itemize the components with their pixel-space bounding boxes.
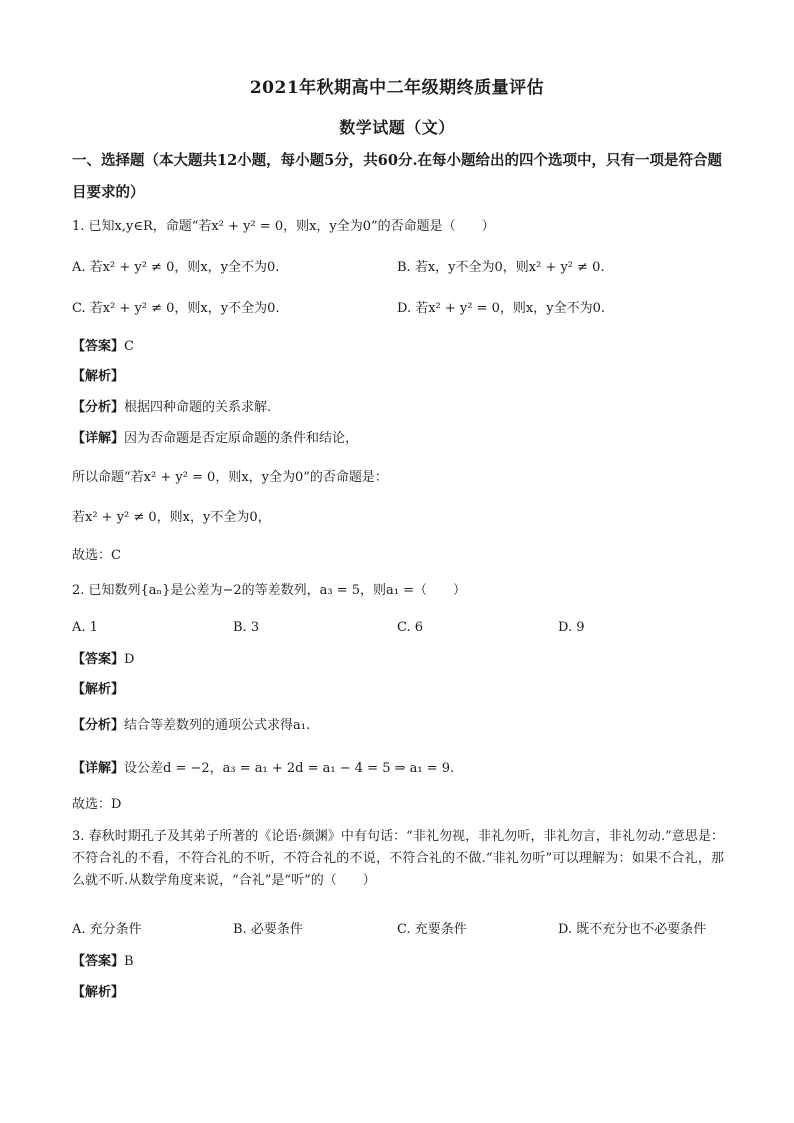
analysis-tag: 【解析】	[72, 369, 125, 384]
answer-tag: 【答案】	[72, 339, 125, 354]
q1-detail-line3: 若x² + y² ≠ 0，则x，y不全为0，	[72, 510, 271, 525]
q3-option-c: C. 充要条件	[397, 922, 467, 937]
q1-option-b: B. 若x，y不全为0，则x² + y² ≠ 0.	[397, 260, 605, 275]
analysis-tag: 【解析】	[72, 985, 125, 1000]
page-title: 2021年秋期高中二年级期终质量评估	[249, 78, 545, 98]
q3-stem: 3. 春秋时期孔子及其弟子所著的《论语·颜渊》中有句话：“非礼勿视，非礼勿听，非礼勿言，非礼勿动.”意思是：不符合礼的不看，不符合礼的不听，不符合礼的不说，不符合礼的不做.“非礼勿听”可以理解为：如果不合礼，那么就不听.从数学角度来说，“合礼”是“听”的（ ）	[72, 829, 724, 888]
q2-option-a: A. 1	[72, 620, 98, 635]
fenxi-tag: 【分析】	[72, 400, 125, 415]
q2-option-b: B. 3	[233, 620, 260, 635]
fenxi-text: 根据四种命题的关系求解.	[124, 400, 272, 415]
q1-detail-line2: 所以命题“若x² + y² = 0，则x，y全为0”的否命题是：	[72, 470, 388, 485]
q3-option-b: B. 必要条件	[233, 922, 303, 937]
q2-detail	[72, 760, 454, 778]
answer-value: B	[124, 954, 134, 969]
fenxi-text: 结合等差数列的通项公式求得a₁.	[124, 718, 311, 733]
q2-analysis-tag	[72, 681, 124, 699]
q2-choose: 故选：D	[72, 797, 122, 812]
q2-answer	[72, 651, 134, 669]
q3-analysis-tag	[72, 984, 124, 1002]
q1-stem: 1. 已知x,y∈R，命题“若x² + y² = 0，则x，y全为0”的否命题是（ ）	[72, 219, 495, 234]
q2-stem: 2. 已知数列{aₙ}是公差为−2的等差数列，a₃ = 5，则a₁ =（ ）	[72, 583, 466, 598]
q3-option-a: A. 充分条件	[72, 922, 142, 937]
answer-value: C	[124, 339, 134, 354]
detail-tag: 【详解】	[72, 431, 125, 446]
q1-option-a: A. 若x² + y² ≠ 0，则x，y全不为0.	[72, 260, 280, 275]
q3-option-d: D. 既不充分也不必要条件	[558, 922, 707, 937]
fenxi-tag: 【分析】	[72, 718, 125, 733]
q1-option-c: C. 若x² + y² ≠ 0，则x，y不全为0.	[72, 301, 280, 316]
q1-answer	[72, 338, 134, 356]
answer-tag: 【答案】	[72, 652, 125, 667]
q2-option-c: C. 6	[397, 620, 424, 635]
section-heading: 一、选择题（本大题共12小题，每小题5分，共60分.在每小题给出的四个选项中，只有一项是符合题目要求的）	[72, 152, 722, 201]
detail-text: 设公差d = −2，a₃ = a₁ + 2d = a₁ − 4 = 5 ⇒ a₁ = 9.	[124, 761, 455, 776]
q1-analysis-tag	[72, 368, 124, 386]
q1-detail	[72, 430, 358, 448]
q1-choose: 故选：C	[72, 548, 121, 563]
page-subtitle: 数学试题（文）	[339, 118, 455, 137]
analysis-tag: 【解析】	[72, 682, 125, 697]
q2-option-d: D. 9	[558, 620, 585, 635]
detail-text: 因为否命题是否定原命题的条件和结论，	[124, 431, 359, 446]
q3-answer	[72, 953, 134, 971]
detail-tag: 【详解】	[72, 761, 125, 776]
q2-fenxi	[72, 717, 310, 735]
q1-fenxi	[72, 399, 271, 417]
answer-value: D	[124, 652, 135, 667]
answer-tag: 【答案】	[72, 954, 125, 969]
q1-option-d: D. 若x² + y² = 0，则x，y全不为0.	[397, 301, 605, 316]
